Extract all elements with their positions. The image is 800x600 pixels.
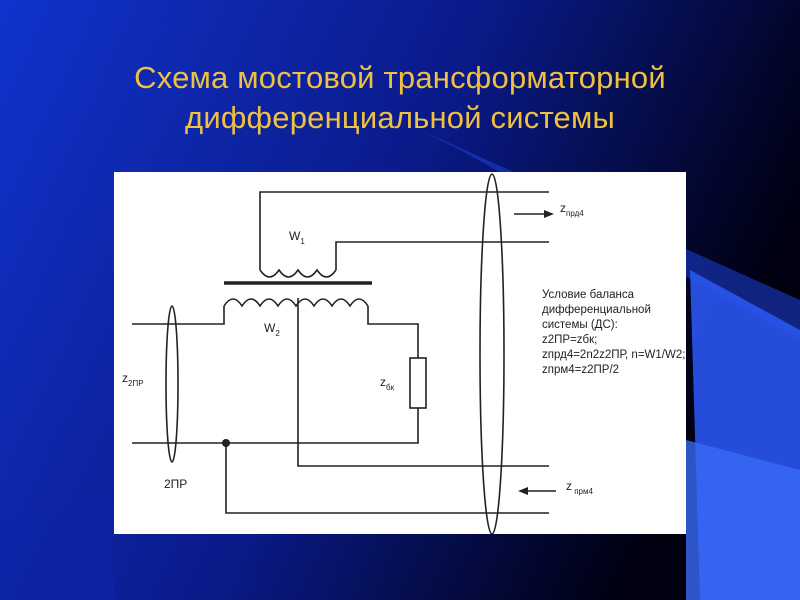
- condition-heading: Условие баланса: [542, 289, 634, 301]
- wire-w2-right: [368, 306, 418, 358]
- condition-eq-1: z2ПР=zбк;: [542, 334, 598, 346]
- label-node-2pr: 2ПР: [164, 477, 188, 491]
- label-z2pr: z: [122, 371, 128, 385]
- line-ellipse-right: [480, 174, 504, 534]
- label-zbk: z: [380, 375, 386, 389]
- slide-title: [40, 58, 760, 138]
- junction-dot: [222, 439, 230, 447]
- balance-resistor: [410, 358, 426, 408]
- winding-w1: [260, 270, 336, 277]
- label-zprd4: z: [560, 201, 566, 215]
- wire-resistor-bottom: [132, 408, 418, 443]
- label-zprd4-sub: прд4: [566, 209, 584, 218]
- label-zprm4-sub: прм4: [572, 487, 593, 496]
- title-line-2: дифференциальной системы: [185, 100, 615, 135]
- wire-w1-right: [336, 242, 549, 270]
- diagram-panel: [114, 172, 686, 534]
- label-zprm4: z: [566, 479, 572, 493]
- svg-text:zбк: [380, 375, 395, 392]
- title-line-1: Схема мостовой трансформаторной: [134, 60, 666, 95]
- svg-text:zпрд4: [560, 201, 584, 218]
- wire-w2-left: [132, 306, 224, 324]
- svg-text:W2: [264, 321, 280, 338]
- svg-text:W1: [289, 229, 305, 246]
- label-z2pr-sub: 2ПР: [128, 379, 144, 388]
- condition-eq-2: zпрд4=2n2z2ПР, n=W1/W2;: [542, 349, 686, 361]
- condition-eq-3: zпрм4=z2ПР/2: [542, 364, 620, 376]
- winding-w2: [224, 299, 368, 306]
- arrow-zprm4-head: [518, 487, 528, 495]
- label-w2: W: [264, 321, 276, 335]
- label-zbk-sub: бк: [386, 383, 395, 392]
- condition-line-3: системы (ДС):: [542, 319, 618, 331]
- line-ellipse-2pr: [166, 306, 178, 462]
- wire-w1-top: [260, 192, 549, 270]
- label-w1: W: [289, 229, 301, 243]
- condition-line-2: дифференциальной: [542, 304, 651, 316]
- label-w2-sub: 2: [275, 329, 280, 338]
- arrow-zprd4-head: [544, 210, 554, 218]
- svg-text:z прм4: [566, 479, 594, 496]
- balance-condition-text: [542, 288, 692, 378]
- svg-text:z2ПР: [122, 371, 144, 388]
- label-w1-sub: 1: [300, 237, 305, 246]
- wire-center-tap: [298, 298, 549, 466]
